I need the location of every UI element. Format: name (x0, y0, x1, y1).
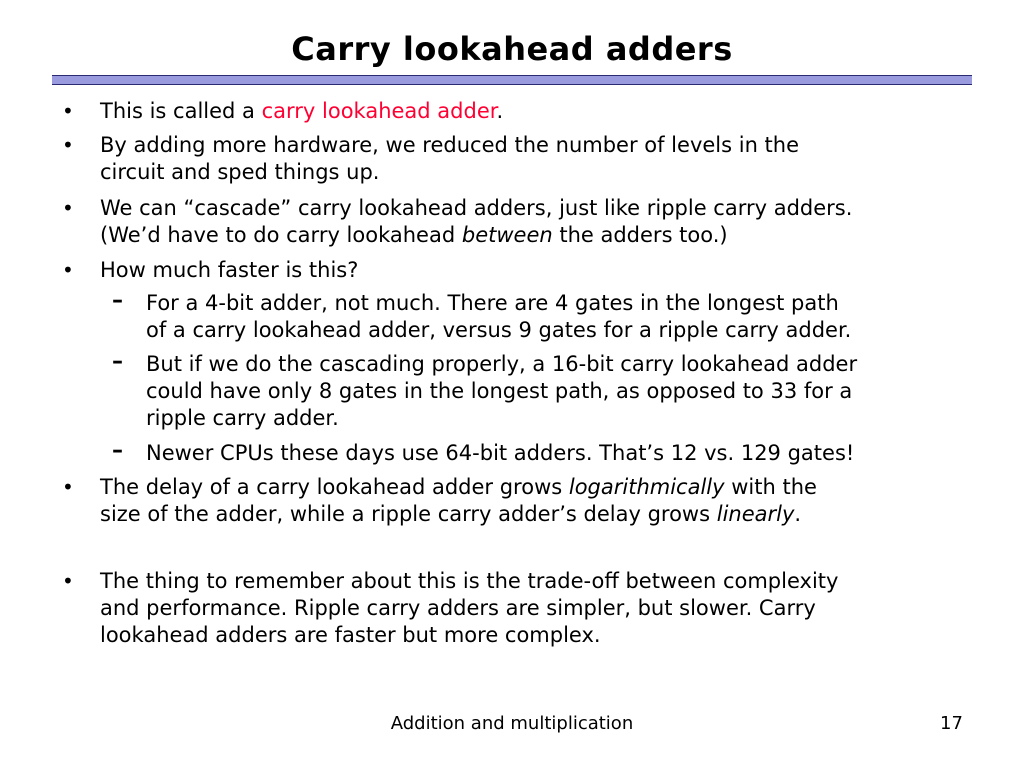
bullet-text (100, 568, 980, 649)
bullet-marker: • (62, 133, 74, 157)
subbullet-line: could have only 8 gates in the longest path, as opposed to 33 for a (146, 379, 853, 403)
bullet-text (100, 132, 980, 186)
bullet-line: circuit and sped things up. (100, 160, 380, 184)
slide-title: Carry lookahead adders (291, 30, 733, 68)
bullet-line: By adding more hardware, we reduced the number of levels in the (100, 133, 800, 157)
emphasis-text: between (461, 223, 553, 247)
dash-marker: – (112, 349, 123, 374)
bullet-marker: • (62, 569, 74, 593)
bullet-text-part: . (496, 99, 504, 123)
bullet-marker: • (62, 99, 74, 123)
emphasis-text: logarithmically (568, 475, 725, 499)
bullet-text-part: size of the adder, while a ripple carry adder’s delay grows (100, 502, 717, 526)
bullet-marker: • (62, 475, 74, 499)
bullet-text-part: (We’d have to do carry lookahead (100, 223, 462, 247)
dash-marker: – (112, 288, 123, 313)
bullet-text-part: with the (724, 475, 817, 499)
bullet-line (100, 474, 980, 501)
subbullet-line: of a carry lookahead adder, versus 9 gates for a ripple carry adder. (146, 318, 852, 342)
subbullet-text (146, 351, 976, 432)
subbullet-line: ripple carry adder. (146, 406, 339, 430)
bullet-marker: • (62, 258, 74, 282)
bullet-line: The thing to remember about this is the trade-off between complexity (100, 569, 839, 593)
page-number: 17 (940, 713, 963, 734)
emphasis-text: linearly (716, 502, 795, 526)
bullet-text-part: . (794, 502, 802, 526)
dash-marker: – (112, 438, 123, 463)
footer-title: Addition and multiplication (390, 713, 634, 734)
highlight-term: carry lookahead adder (261, 99, 497, 123)
bullet-text-part: the adders too.) (552, 223, 728, 247)
bullet-text-part: This is called a (100, 99, 262, 123)
subbullet-line: But if we do the cascading properly, a 16-bit carry lookahead adder (146, 352, 858, 376)
subbullet-text: Newer CPUs these days use 64-bit adders. That’s 12 vs. 129 gates! (146, 441, 855, 465)
bullet-text: How much faster is this? (100, 258, 359, 282)
subbullet-text (146, 290, 976, 344)
bullet-line: We can “cascade” carry lookahead adders, just like ripple carry adders. (100, 196, 853, 220)
subbullet-line: For a 4-bit adder, not much. There are 4 gates in the longest path (146, 291, 839, 315)
bullet-line: lookahead adders are faster but more complex. (100, 623, 601, 647)
bullet-line: and performance. Ripple carry adders are simpler, but slower. Carry (100, 596, 816, 620)
bullet-line (100, 222, 980, 249)
bullet-text (100, 98, 980, 125)
bullet-text-part: The delay of a carry lookahead adder grows (100, 475, 569, 499)
title-divider (52, 75, 972, 85)
bullet-line (100, 501, 980, 528)
bullet-marker: • (62, 196, 74, 220)
bullet-text (100, 195, 980, 249)
bullet-text (100, 474, 980, 528)
